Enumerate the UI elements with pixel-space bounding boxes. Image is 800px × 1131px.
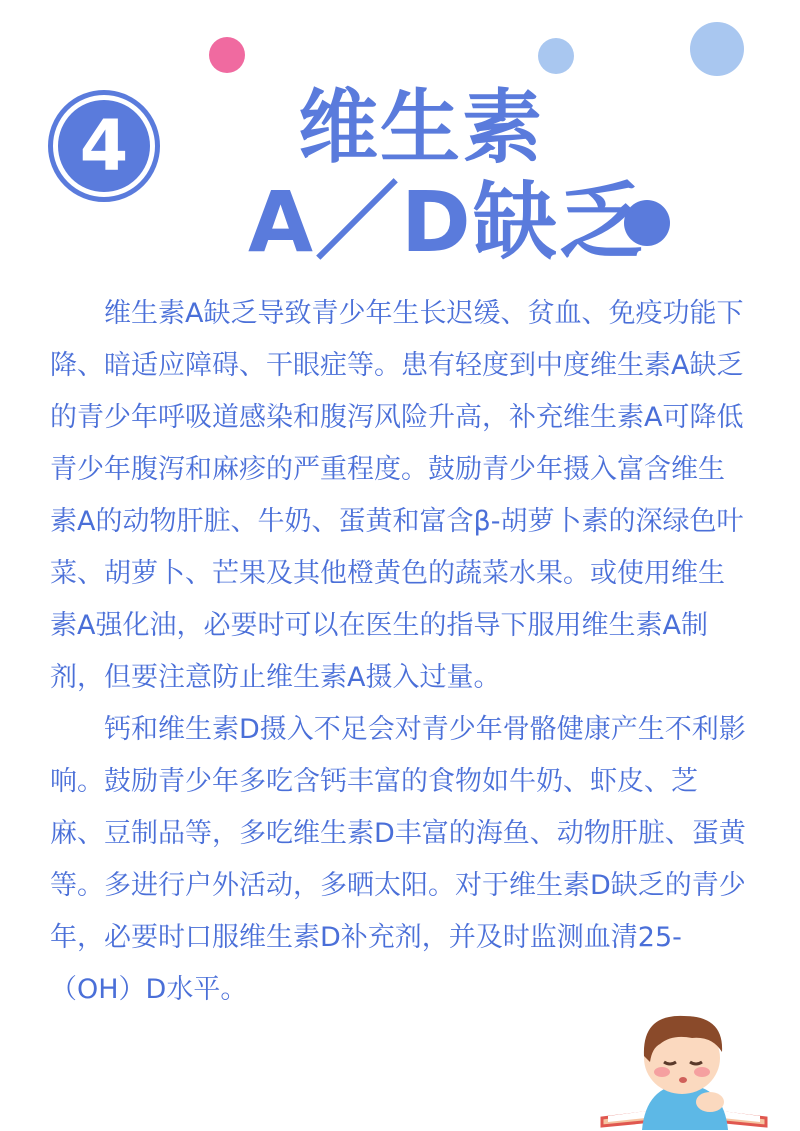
- page-title-line1: 维生素: [298, 81, 544, 174]
- page-title-line2: A／D缺乏: [248, 173, 645, 271]
- article-body: [50, 288, 750, 1016]
- section-number: 4: [58, 100, 150, 192]
- decorative-blue-dot: [538, 38, 574, 74]
- reading-kid-illustration: [594, 990, 774, 1130]
- paragraph-text: 维生素A缺乏导致青少年生长迟缓、贫血、免疫功能下降、暗适应障碍、干眼症等。患有轻度到中度维生素A缺乏的青少年呼吸道感染和腹泻风险升高，补充维生素A可降低青少年腹泻和麻疹的严重程度。鼓励青少年摄入富含维生素A的动物肝脏、牛奶、蛋黄和富含β-胡萝卜素的深绿色叶菜、胡萝卜、芒果及其他橙黄色的蔬菜水果。或使用维生素A强化油，必要时可以在医生的指导下服用维生素A制剂，但要注意防止维生素A摄入过量。: [50, 298, 744, 693]
- paragraph-vitamin-d: [50, 704, 750, 1016]
- paragraph-text: 钙和维生素D摄入不足会对青少年骨骼健康产生不利影响。鼓励青少年多吃含钙丰富的食物如牛奶、虾皮、芝麻、豆制品等，多吃维生素D丰富的海鱼、动物肝脏、蛋黄等。多进行户外活动，多晒太阳。对于维生素D缺乏的青少年，必要时口服维生素D补充剂，并及时监测血清25-（OH）D水平。: [50, 714, 746, 1005]
- section-number-badge: [48, 90, 160, 202]
- decorative-blue-dot-large: [690, 22, 744, 76]
- paragraph-vitamin-a: [50, 288, 750, 704]
- decorative-pink-dot: [209, 37, 245, 73]
